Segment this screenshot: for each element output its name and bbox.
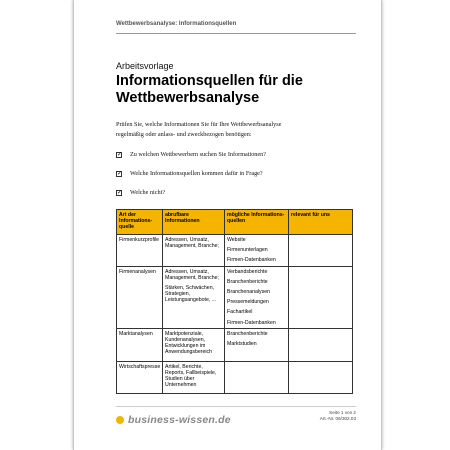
checklist-item [116, 145, 266, 164]
info-item: Adressen, Umsatz, Management, Branche; [165, 237, 219, 250]
footer-divider [116, 406, 356, 407]
doc-title-line-1: Informationsquellen für die [116, 73, 303, 89]
cell-quellen [225, 266, 289, 328]
cell-quellen [225, 328, 289, 361]
cell-art: Wirtschaftspresse [117, 361, 163, 393]
doc-title [116, 73, 366, 107]
info-item: Artikel, Berichte, Reports, Fallbeispiele, Studien über Unternehmen [165, 363, 217, 389]
intro-line-1: Prüfen Sie, welche Informationen Sie für Ihre Wettbewerbsanalyse [116, 121, 282, 128]
source-item: Branchenberichte [227, 278, 268, 285]
document-page [73, 0, 382, 450]
cell-relevant[interactable] [289, 235, 353, 267]
cell-info [163, 235, 225, 267]
cell-art: Marktanalysen [117, 328, 163, 361]
header-info: abrufbare Informationen [163, 210, 225, 235]
checklist-item [116, 164, 266, 183]
intro-text [116, 120, 356, 140]
table-header-row [117, 210, 353, 235]
header-art: Art der Informations- quelle [117, 210, 163, 235]
checklist-item [116, 183, 266, 202]
cell-info [163, 361, 225, 393]
checklist-item-text: Zu welchen Wettbewerbern suchen Sie Informationen? [130, 151, 266, 158]
cell-info [163, 328, 225, 361]
article-number: Art.-Nr. 06/302.03 [319, 416, 356, 421]
logo-text: business-wissen.de [128, 414, 231, 426]
checklist-item-text: Welche Informationsquellen kommen dafür in Frage? [130, 170, 263, 177]
table-row [117, 266, 353, 328]
header-divider [116, 33, 356, 34]
cell-art: Firmenkurzprofile [117, 235, 163, 267]
brand-logo [116, 414, 231, 426]
cell-relevant[interactable] [289, 328, 353, 361]
source-item: Website [227, 237, 246, 243]
doc-title-line-2: Wettbewerbsanalyse [116, 90, 260, 106]
cell-quellen [225, 235, 289, 267]
table-row [117, 361, 353, 393]
cell-relevant[interactable] [289, 266, 353, 328]
table-row [117, 328, 353, 361]
checked-box-icon [116, 190, 122, 196]
doc-subtitle: Arbeitsvorlage [116, 61, 174, 71]
page-info [320, 410, 356, 422]
cell-relevant[interactable] [289, 361, 353, 393]
info-item: Marktpotenziale, Kundenanalysen, Entwicklungen im Anwendungsbereich [165, 330, 213, 356]
running-header: Wettbewerbsanalyse: Informationsquellen [116, 21, 237, 27]
source-item: Marktstudien [227, 341, 257, 348]
checklist-item-text: Welche nicht? [130, 189, 166, 196]
sources-table [116, 209, 353, 394]
source-item: Firmen-Datenbanken [227, 319, 276, 326]
cell-quellen [225, 361, 289, 393]
intro-line-2: regelmäßig oder anlass- und zweckbezogen benötigen: [116, 131, 252, 138]
header-relevant: relevant für uns [289, 210, 353, 235]
checked-box-icon [116, 152, 122, 158]
info-item: Adressen, Umsatz, Management, Branche; [165, 268, 219, 281]
source-item: Verbandsberichte [227, 268, 268, 275]
source-item: Branchenberichte [227, 330, 268, 337]
cell-info [163, 266, 225, 328]
cell-art: Firmenanalysen [117, 266, 163, 328]
checked-box-icon [116, 171, 122, 177]
source-item: Firmenunterlagen [227, 247, 268, 254]
source-item: Pressemeldungen [227, 299, 269, 306]
info-item: Stärken, Schwächen, Strategien, Leistungsangebote, ... [165, 285, 217, 304]
source-item: Fachartikel [227, 309, 253, 316]
table-row [117, 235, 353, 267]
source-item: Firmen-Datenbanken [227, 257, 276, 264]
header-quellen: mögliche Informations- quellen [225, 210, 289, 235]
source-item: Branchenanalysen [227, 289, 270, 296]
page-number: Seite 1 von 2 [329, 410, 356, 415]
checklist [116, 145, 266, 202]
logo-dot-icon [116, 416, 124, 424]
